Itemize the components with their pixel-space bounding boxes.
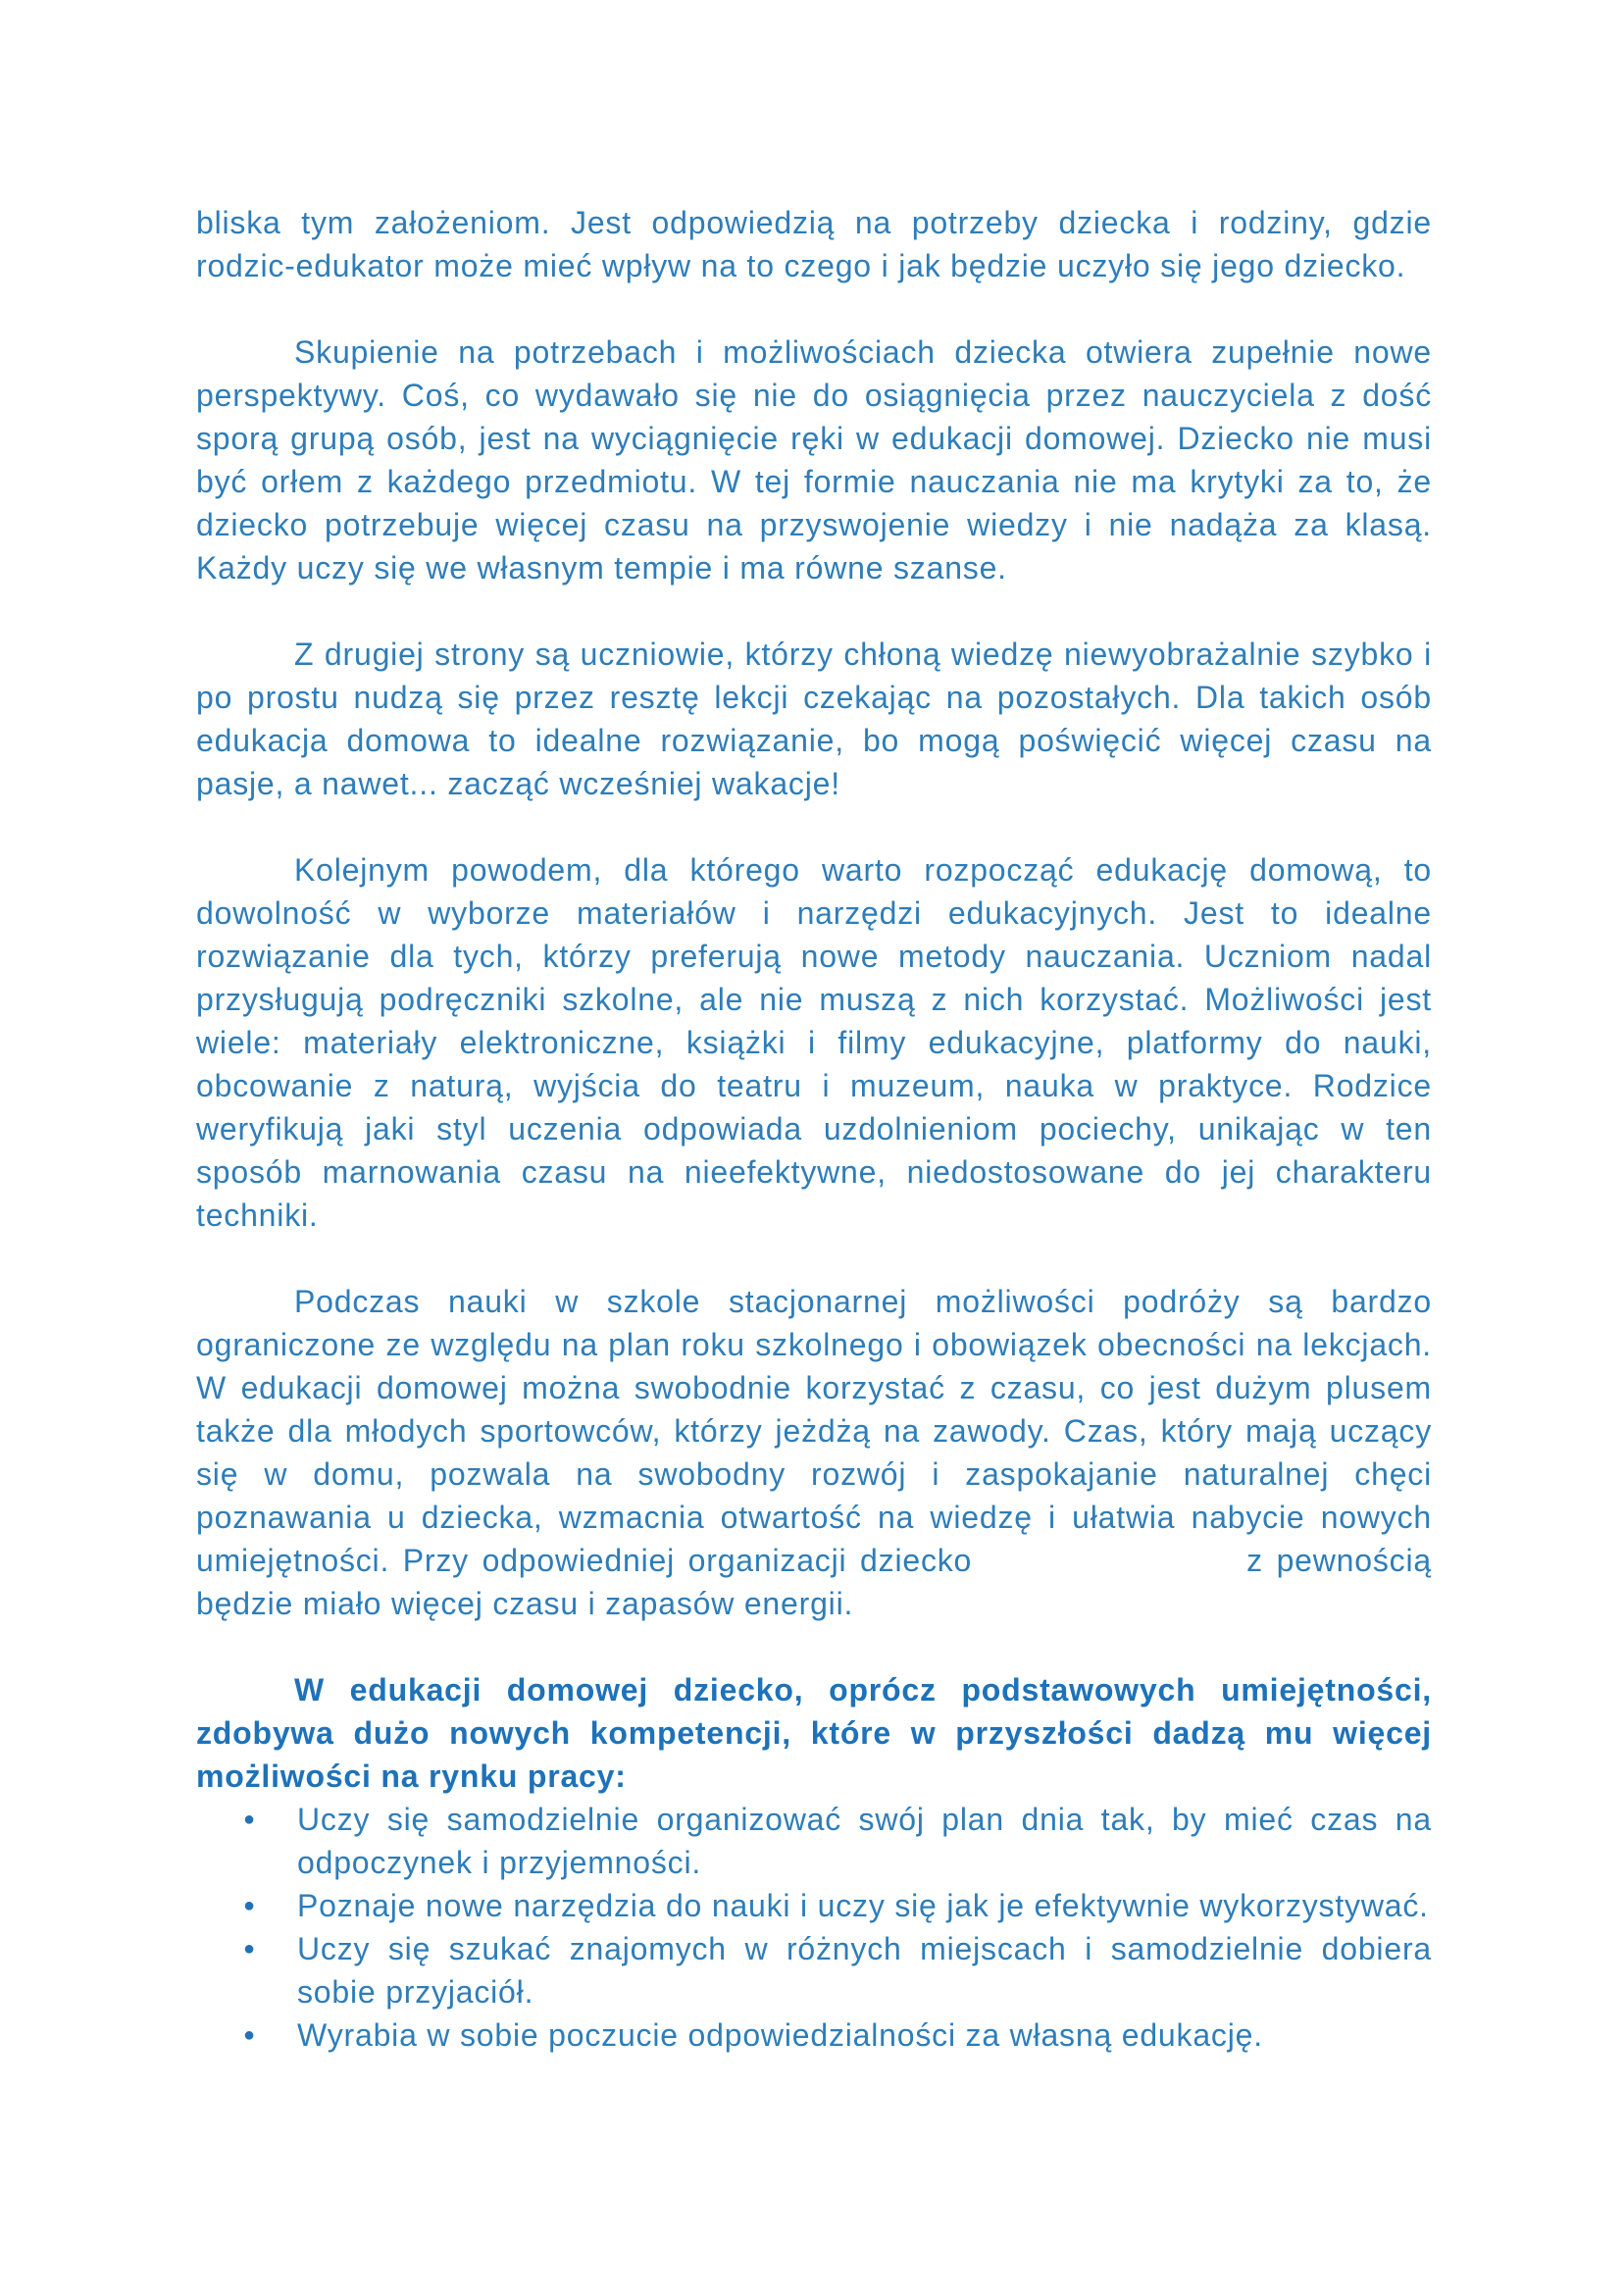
bullet-icon: ●: [243, 1938, 256, 1960]
list-item-text: Poznaje nowe narzędzia do nauki i uczy się jak je efektywnie wykorzystywać.: [297, 1888, 1429, 1923]
paragraph-fast-learners: Z drugiej strony są uczniowie, którzy chłoną wiedzę niewyobrażalnie szybko i po prostu nudzą się przez resztę lekcji czekając na pozostałych. Dla takich osób edukacja domowa to idealne rozwiązanie, bo mogą poświęcić więcej czasu na pasje, a nawet... zacząć wcześniej wakacje!: [196, 637, 1432, 801]
paragraph-travel-time-text-before-gap: Podczas nauki w szkole stacjonarnej możliwości podróży są bardzo ograniczone ze względu na plan roku szkolnego i obowiązek obecności na lekcjach. W edukacji domowej można swobodnie korzystać z czasu, co jest dużym plusem także dla młodych sportowców, którzy jeżdżą na zawody. Czas, który mają uczący się w domu, pozwala na swobodny rozwój i zaspokajanie naturalnej chęci poznawania u dziecka, wzmacnia otwartość na wiedzę i ułatwia nabycie nowych umiejętności. Przy odpowiedniej organizacji dziecko: [196, 1284, 1432, 1578]
bullet-icon: ●: [243, 1895, 256, 1916]
list-item-text: Wyrabia w sobie poczucie odpowiedzialności za własną edukację.: [297, 2017, 1263, 2053]
list-item: [196, 2014, 1432, 2057]
list-item-text: Uczy się szukać znajomych w różnych miejscach i samodzielnie dobiera sobie przyjaciół.: [297, 1931, 1432, 2010]
list-item: [196, 1927, 1432, 2014]
paragraph-travel-time: [196, 1280, 1432, 1625]
list-item-text: Uczy się samodzielnie organizować swój plan dnia tak, by mieć czas na odpoczynek i przyjemności.: [297, 1802, 1432, 1880]
paragraph-materials-freedom: Kolejnym powodem, dla którego warto rozpocząć edukację domową, to dowolność w wyborze materiałów i narzędzi edukacyjnych. Jest to idealne rozwiązanie dla tych, którzy preferują nowe metody nauczania. Uczniom nadal przysługują podręczniki szkolne, ale nie muszą z nich korzystać. Możliwości jest wiele: materiały elektroniczne, książki i filmy edukacyjne, platformy do nauki, obcowanie z naturą, wyjścia do teatru i muzeum, nauka w praktyce. Rodzice weryfikują jaki styl uczenia odpowiada uzdolnieniom pociechy, unikając w ten sposób marnowania czasu na nieefektywne, niedostosowane do jej charakteru techniki.: [196, 852, 1432, 1233]
paragraph-competencies-heading: W edukacji domowej dziecko, oprócz podstawowych umiejętności, zdobywa dużo nowych kompetencji, które w przyszłości dadzą mu więcej możliwości na rynku pracy:: [196, 1672, 1432, 1794]
bullet-icon: ●: [243, 1809, 256, 1830]
paragraph-travel-time-text-after-gap: z pewnością będzie miało więcej czasu i zapasów energii.: [196, 1543, 1432, 1621]
paragraph-continuation: bliska tym założeniom. Jest odpowiedzią na potrzeby dziecka i rodziny, gdzie rodzic-edukator może mieć wpływ na to czego i jak będzie uczyło się jego dziecko.: [196, 205, 1432, 283]
bullet-icon: ●: [243, 2024, 256, 2046]
list-item: [196, 1798, 1432, 1884]
text-column: [196, 201, 1432, 2057]
paragraph-focus-on-needs: Skupienie na potrzebach i możliwościach dziecka otwiera zupełnie nowe perspektywy. Coś, co wydawało się nie do osiągnięcia przez nauczyciela z dość sporą grupą osób, jest na wyciągnięcie ręki w edukacji domowej. Dziecko nie musi być orłem z każdego przedmiotu. W tej formie nauczania nie ma krytyki za to, że dziecko potrzebuje więcej czasu na przyswojenie wiedzy i nie nadąża za klasą. Każdy uczy się we własnym tempie i ma równe szanse.: [196, 334, 1432, 586]
competency-bullet-list: [196, 1798, 1432, 2057]
list-item: [196, 1884, 1432, 1927]
inline-whitespace-gap: [972, 1570, 1246, 1571]
